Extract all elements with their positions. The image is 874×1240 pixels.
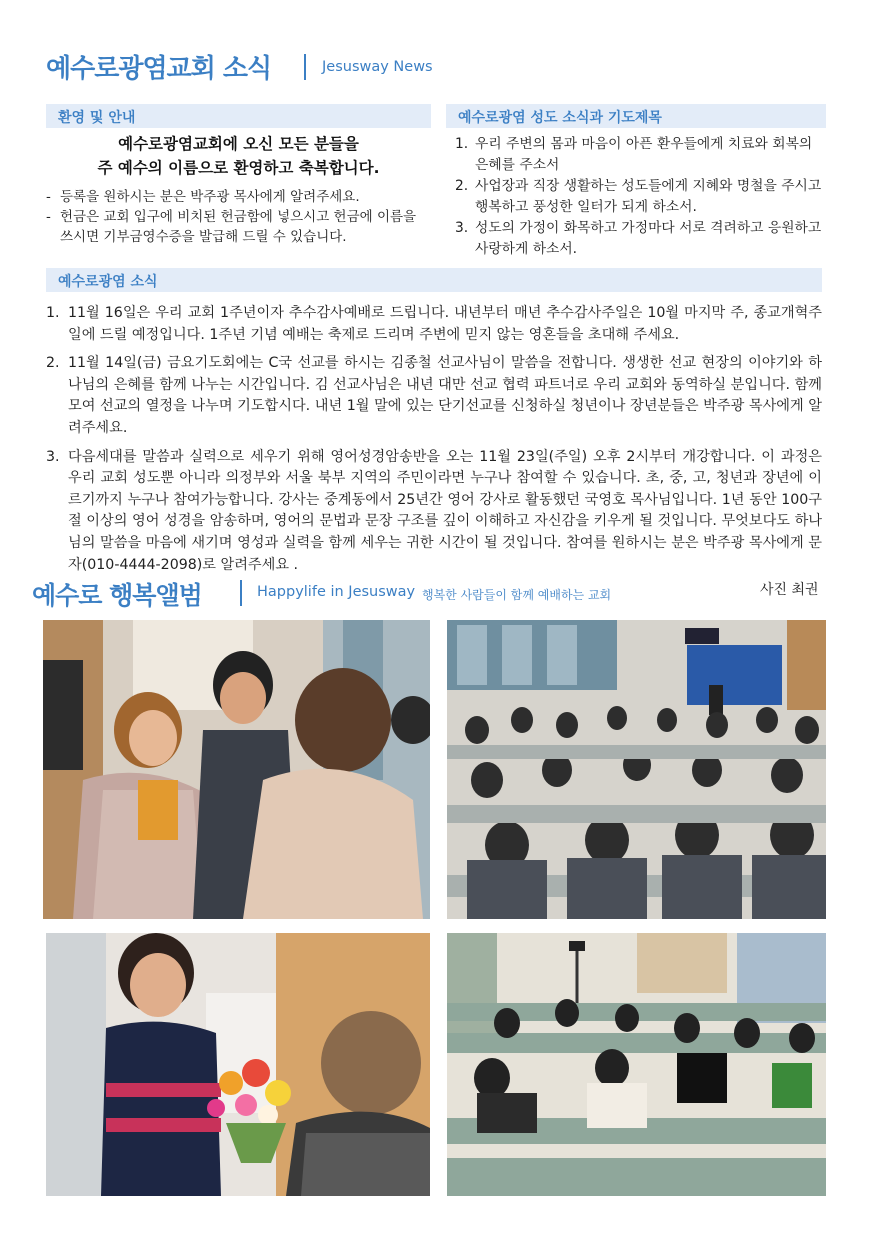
page-title: 예수로광염교회 소식	[46, 54, 272, 84]
note-dash: -	[46, 189, 51, 205]
note-text: 헌금은 교회 입구에 비치된 헌금함에 넣으시고 헌금에 이름을 쓰시면 기부금영수증을 발급해 드릴 수 있습니다.	[60, 209, 417, 245]
news-item	[46, 303, 822, 346]
prayer-item	[455, 134, 827, 176]
note-text: 등록을 원하시는 분은 박주광 목사에게 알려주세요.	[60, 189, 360, 205]
welcome-headline-line1: 예수로광염교회에 오신 모든 분들을	[118, 135, 359, 153]
title-divider	[304, 54, 306, 80]
prayer-band-label: 예수로광염 성도 소식과 기도제목	[458, 110, 662, 126]
prayer-num: 3.	[455, 220, 469, 236]
news-item	[46, 447, 822, 577]
prayer-item	[455, 176, 827, 218]
photo-worship-service	[447, 620, 826, 919]
news-band	[46, 268, 822, 292]
welcome-headline-line2: 주 예수의 이름으로 환영하고 축복합니다.	[97, 159, 380, 177]
album-title: 예수로 행복앨범	[32, 581, 202, 610]
note-dash: -	[46, 209, 51, 225]
prayer-num: 1.	[455, 136, 469, 152]
welcome-headline	[46, 132, 431, 180]
news-item	[46, 353, 822, 439]
welcome-band	[46, 104, 431, 128]
album-subtitle-kr: 행복한 사람들이 함께 예배하는 교회	[422, 588, 612, 602]
photo-greeting	[43, 620, 430, 919]
news-text: 다음세대를 말씀과 실력으로 세우기 위해 영어성경암송반을 오는 11월 23일(주일) 오후 2시부터 개강합니다. 이 과정은 우리 교회 성도뿐 아니라 의정부와 서울 북부 지역의 주민이라면 누구나 참여할 수 있습니다. 초, 중, 고, 청년과 장년에 이르기까지 누구나 참여가능합니다. 강사는 중계동에서 25년간 영어 강사로 활동했던 국영호 목사님입니다. 1년 동안 100구절 이상의 영어 성경을 암송하며, 영어의 문법과 문장 구조를 깊이 이해하고 자신감을 키우게 될 것입니다. 무엇보다도 하나님의 말씀을 마음에 새기며 영성과 실력을 함께 세우는 귀한 시간이 될 것입니다. 참여를 원하시는 분은 박주광 목사에게 문자(010-4444-2098)로 알려주세요 .	[68, 448, 822, 573]
news-band-label: 예수로광염 소식	[58, 274, 158, 290]
news-num: 1.	[46, 305, 60, 321]
news-list	[46, 303, 822, 583]
prayer-text: 우리 주변의 몸과 마음이 아픈 환우들에게 치료와 회복의 은혜를 주소서	[475, 136, 813, 173]
photo-credit: 사진 최권	[760, 582, 819, 598]
photo-study-group	[447, 933, 826, 1196]
prayer-item	[455, 218, 827, 260]
news-text: 11월 14일(금) 금요기도회에는 C국 선교를 하시는 김종철 선교사님이 말씀을 전합니다. 생생한 선교 현장의 이야기와 하나님의 은혜를 함께 나누는 시간입니다. 김 선교사님은 내년 대만 선교 협력 파트너로 우리 교회와 동역하실 분입니다. 함께 모여 선교의 열정을 나누며 기도합시다. 내년 1월 말에 있는 단기선교를 신청하실 청년이나 장년분들은 박주광 목사에게 알려주세요.	[68, 355, 822, 436]
prayer-list	[455, 134, 827, 260]
news-text: 11월 16일은 우리 교회 1주년이자 추수감사예배로 드립니다. 내년부터 매년 추수감사주일은 10월 마지막 주, 종교개혁주일에 드릴 예정입니다. 1주년 기념 예배는 축제로 드리며 주변에 믿지 않는 영혼들을 초대해 주세요.	[68, 305, 822, 343]
album-divider	[240, 580, 242, 606]
news-num: 2.	[46, 355, 60, 372]
welcome-band-label: 환영 및 안내	[58, 110, 136, 126]
welcome-note	[46, 187, 431, 207]
page-subtitle: Jesusway News	[322, 59, 433, 75]
news-num: 3.	[46, 448, 60, 465]
prayer-num: 2.	[455, 178, 469, 194]
welcome-note	[46, 207, 431, 247]
prayer-text: 성도의 가정이 화목하고 가정마다 서로 격려하고 응원하고 사랑하게 하소서.	[475, 220, 822, 257]
album-subtitle-en: Happylife in Jesusway	[257, 584, 416, 600]
photo-flowers	[46, 933, 430, 1196]
prayer-text: 사업장과 직장 생활하는 성도들에게 지혜와 명철을 주시고 행복하고 풍성한 일터가 되게 하소서.	[475, 178, 822, 215]
prayer-band	[446, 104, 826, 128]
